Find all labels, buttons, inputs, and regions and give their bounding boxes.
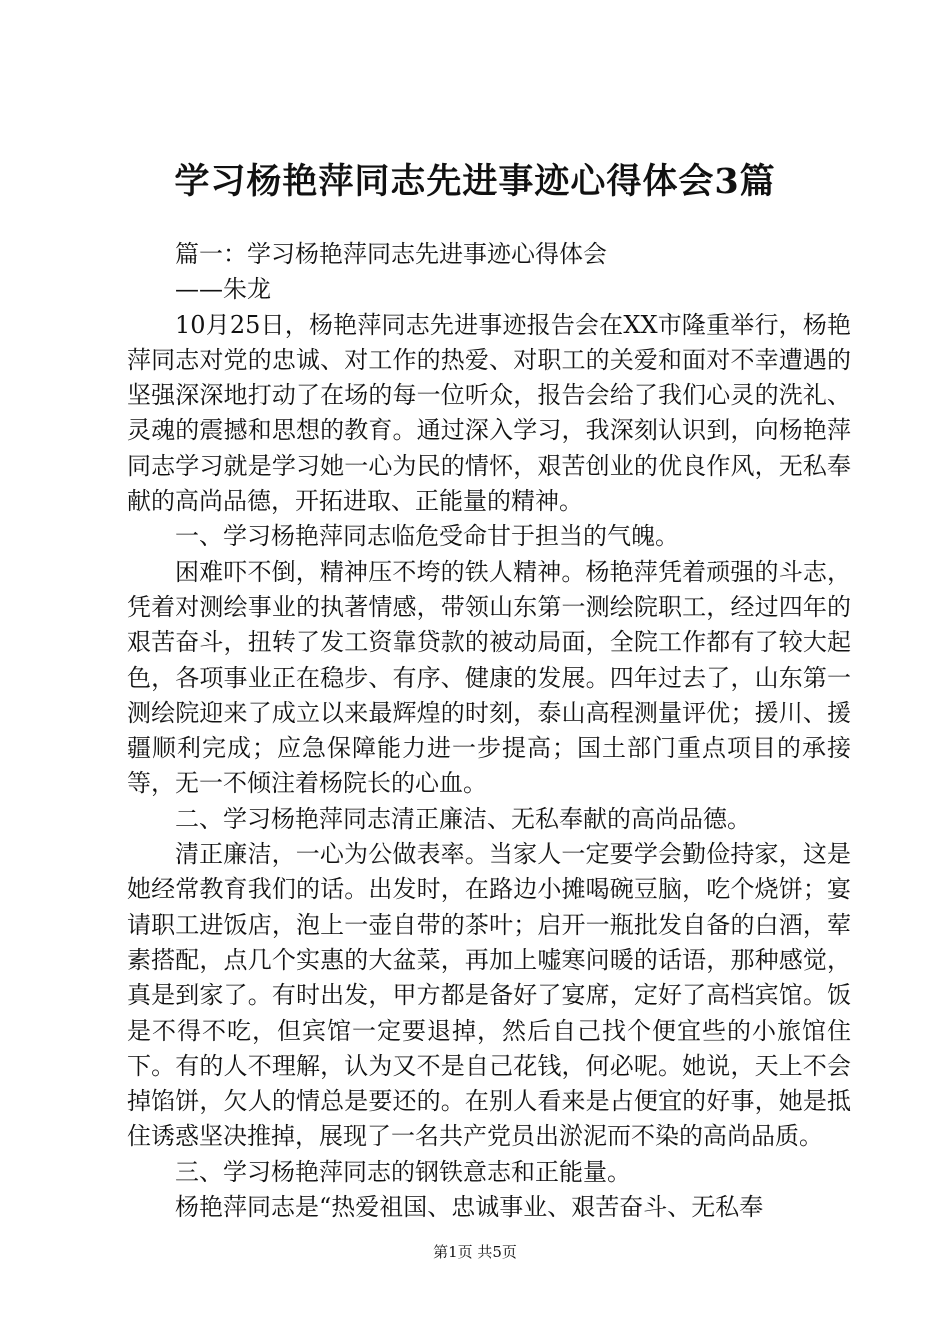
body-paragraph: 困难吓不倒，精神压不垮的铁人精神。杨艳萍凭着顽强的斗志，凭着对测绘事业的执著情感，带领山东第一测绘院职工，经过四年的艰苦奋斗，扭转了发工资靠贷款的被动局面，全院工作都有了较大起色，各项事业正在稳步、有序、健康的发展。四年过去了，山东第一测绘院迎来了成立以来最辉煌的时刻，泰山高程测量评优；援川、援疆顺利完成；应急保障能力进一步提高；国土部门重点项目的承接等，无一不倾注着杨院长的心血。 [127, 557, 851, 798]
body-paragraph: 10月25日，杨艳萍同志先进事迹报告会在XX市隆重举行，杨艳萍同志对党的忠诚、对工作的热爱、对职工的关爱和面对不幸遭遇的坚强深深地打动了在场的每一位听众，报告会给了我们心灵的洗礼、灵魂的震撼和思想的教育。通过深入学习，我深刻认识到，向杨艳萍同志学习就是学习她一心为民的情怀，艰苦创业的优良作风，无私奉献的高尚品德，开拓进取、正能量的精神。 [127, 310, 851, 516]
document-body [127, 237, 851, 1225]
author-line: ——朱龙 [175, 275, 271, 304]
body-paragraph: 杨艳萍同志是“热爱祖国、忠诚事业、艰苦奋斗、无私奉 [175, 1193, 764, 1222]
page-number-footer: 第1页 共5页 [433, 1243, 517, 1261]
document-title: 学习杨艳萍同志先进事迹心得体会3篇 [174, 161, 776, 202]
section-heading: 一、学习杨艳萍同志临危受命甘于担当的气魄。 [175, 522, 679, 551]
body-paragraph: 清正廉洁，一心为公做表率。当家人一定要学会勤俭持家，这是她经常教育我们的话。出发时，在路边小摊喝碗豆脑，吃个烧饼；宴请职工进饭店，泡上一壶自带的茶叶；启开一瓶批发自备的白酒，荤素搭配，点几个实惠的大盆菜，再加上嘘寒问暖的话语，那种感觉，真是到家了。有时出发，甲方都是备好了宴席，定好了高档宾馆。饭是不得不吃，但宾馆一定要退掉，然后自己找个便宜些的小旅馆住下。有的人不理解，认为又不是自己花钱，何必呢。她说，天上不会掉馅饼，欠人的情总是要还的。在别人看来是占便宜的好事，她是抵住诱惑坚决推掉，展现了一名共产党员出淤泥而不染的高尚品质。 [127, 840, 851, 1151]
section-heading: 三、学习杨艳萍同志的钢铁意志和正能量。 [175, 1157, 631, 1186]
section-heading: 二、学习杨艳萍同志清正廉洁、无私奉献的高尚品德。 [175, 804, 751, 833]
section-heading-part-one: 篇一：学习杨艳萍同志先进事迹心得体会 [175, 240, 607, 268]
